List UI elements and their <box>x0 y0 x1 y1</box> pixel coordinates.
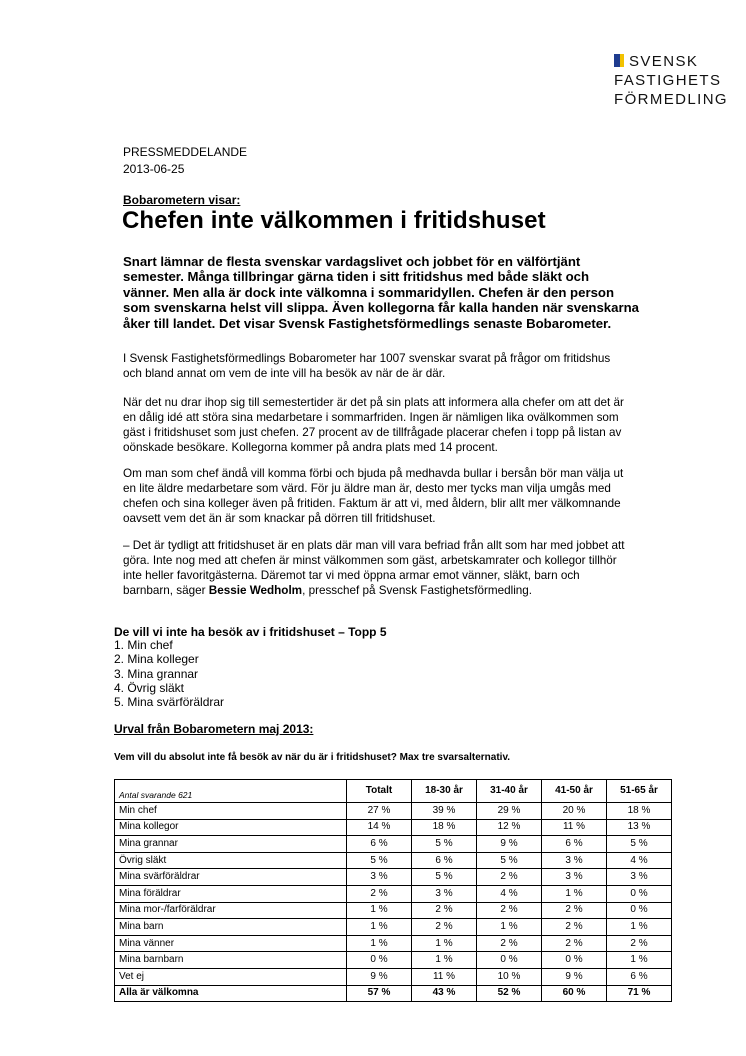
kicker: Bobarometern visar: <box>123 193 241 207</box>
table-cell: 14 % <box>347 819 412 836</box>
table-cell: 1 % <box>477 919 542 936</box>
table-cell: 2 % <box>477 902 542 919</box>
table-cell: 71 % <box>607 985 672 1002</box>
table-cell: 0 % <box>607 885 672 902</box>
table-cell: 12 % <box>477 819 542 836</box>
table-cell: 9 % <box>542 968 607 985</box>
table-cell: 60 % <box>542 985 607 1002</box>
table-cell: 6 % <box>347 836 412 853</box>
table-cell: 1 % <box>412 935 477 952</box>
row-label: Min chef <box>115 803 347 820</box>
table-cell: 10 % <box>477 968 542 985</box>
table-row <box>115 852 672 869</box>
swedish-flag-icon <box>614 54 624 67</box>
table-row <box>115 968 672 985</box>
table-cell: 11 % <box>412 968 477 985</box>
row-label: Mina mor-/farföräldrar <box>115 902 347 919</box>
table-cell: 11 % <box>542 819 607 836</box>
table-row <box>115 803 672 820</box>
table-cell: 0 % <box>607 902 672 919</box>
survey-question: Vem vill du absolut inte få besök av när du är i fritidshuset? Max tre svarsalternativ. <box>114 752 511 763</box>
column-header: 51-65 år <box>607 780 672 803</box>
column-header: Totalt <box>347 780 412 803</box>
table-cell: 6 % <box>542 836 607 853</box>
table-cell: 0 % <box>347 952 412 969</box>
table-cell: 18 % <box>607 803 672 820</box>
table-row <box>115 902 672 919</box>
list-item: 4. Övrig släkt <box>114 680 185 695</box>
row-label: Mina svärföräldrar <box>115 869 347 886</box>
list-item: 3. Mina grannar <box>114 666 199 681</box>
table-cell: 2 % <box>412 919 477 936</box>
table-cell: 0 % <box>542 952 607 969</box>
doc-type: PRESSMEDDELANDE <box>123 145 248 159</box>
table-cell: 29 % <box>477 803 542 820</box>
table-cell: 1 % <box>347 902 412 919</box>
table-cell: 9 % <box>347 968 412 985</box>
table-row <box>115 885 672 902</box>
table-cell: 2 % <box>477 935 542 952</box>
table-row <box>115 819 672 836</box>
table-cell: 2 % <box>347 885 412 902</box>
paragraph-4-quote: – Det är tydligt att fritidshuset är en plats där man vill vara befriad från allt som har med jobbet att göra. Inte nog med att chefen är minst välkommen som gäst, arbetskamrater och kollegor tillhör inte heller favoritgästerna. Däremot tar vi med öppna armar emot vänner, släkt, barn och barnbarn, säger Bessie Wedholm, presschef på Svensk Fastighetsförmedling. <box>123 539 625 597</box>
table-cell: 57 % <box>347 985 412 1002</box>
table-cell: 27 % <box>347 803 412 820</box>
spokesperson-name: Bessie Wedholm <box>208 584 303 597</box>
table-cell: 5 % <box>412 836 477 853</box>
row-label: Mina kollegor <box>115 819 347 836</box>
table-row <box>115 952 672 969</box>
column-header: 31-40 år <box>477 780 542 803</box>
table-cell: 2 % <box>542 902 607 919</box>
table-cell: 1 % <box>607 952 672 969</box>
row-label: Mina vänner <box>115 935 347 952</box>
release-date: 2013-06-25 <box>123 162 185 176</box>
table-cell: 3 % <box>542 852 607 869</box>
table-cell: 5 % <box>607 836 672 853</box>
survey-title: Urval från Bobarometern maj 2013: <box>114 722 314 736</box>
table-cell: 1 % <box>607 919 672 936</box>
table-row <box>115 869 672 886</box>
table-cell: 4 % <box>607 852 672 869</box>
top5-list <box>114 638 224 709</box>
paragraph-3: Om man som chef ändå vill komma förbi och bjuda på medhavda bullar i bersån bör man välja ut en lite äldre medarbetare som värd. För ju äldre man är, desto mer tycks man vilja umgås med chefen och sina kolleger även på fritiden. Faktum är att vi, med åldern, blir allt mer välkomnande oavsett vem det än är som knackar på dörren till fritidshuset. <box>123 467 624 525</box>
table-cell: 13 % <box>607 819 672 836</box>
logo-line-1: SVENSK <box>614 52 714 71</box>
table-cell: 20 % <box>542 803 607 820</box>
survey-table <box>114 779 672 1002</box>
company-logo <box>614 52 729 109</box>
table-row <box>115 836 672 853</box>
list-item: 5. Mina svärföräldrar <box>114 695 225 710</box>
table-cell: 52 % <box>477 985 542 1002</box>
table-cell: 5 % <box>477 852 542 869</box>
row-label: Mina barn <box>115 919 347 936</box>
table-cell: 1 % <box>412 952 477 969</box>
table-cell: 2 % <box>477 869 542 886</box>
table-cell: 3 % <box>607 869 672 886</box>
table-cell: 1 % <box>347 935 412 952</box>
row-label: Mina föräldrar <box>115 885 347 902</box>
column-header: 41-50 år <box>542 780 607 803</box>
paragraph-1: I Svensk Fastighetsförmedlings Bobarometer har 1007 svenskar svarat på frågor om fritidshus och bland annat om vem de inte vill ha besök av när de är där. <box>123 352 611 380</box>
table-cell: 9 % <box>477 836 542 853</box>
table-cell: 5 % <box>347 852 412 869</box>
table-cell: 4 % <box>477 885 542 902</box>
table-row <box>115 935 672 952</box>
table-row <box>115 919 672 936</box>
row-label: Alla är välkomna <box>115 985 347 1002</box>
lead-paragraph: Snart lämnar de flesta svenskar vardagslivet och jobbet för en välförtjänt semester. Många tillbringar gärna tiden i sitt fritidshus med både släkt och vänner. Men alla är dock inte välkomna i sommaridyllen. Chefen är den person som svenskarna helst vill slippa. Även kollegorna får kalla handen när svenskarna åker till landet. Det visar Svensk Fastighetsförmedlings senaste Bobarometer. <box>123 254 639 331</box>
table-cell: 3 % <box>412 885 477 902</box>
table-cell: 43 % <box>412 985 477 1002</box>
row-label: Övrig släkt <box>115 852 347 869</box>
list-item: 1. Min chef <box>114 638 173 652</box>
logo-line-3: FÖRMEDLING <box>614 91 729 108</box>
table-cell: 6 % <box>412 852 477 869</box>
table-cell: 2 % <box>542 935 607 952</box>
row-label: Vet ej <box>115 968 347 985</box>
top5-heading: De vill vi inte ha besök av i fritidshuset – Topp 5 <box>114 625 387 639</box>
table-cell: 39 % <box>412 803 477 820</box>
table-cell: 2 % <box>607 935 672 952</box>
table-cell: 5 % <box>412 869 477 886</box>
total-row <box>115 985 672 1002</box>
table-cell: 6 % <box>607 968 672 985</box>
list-item: 2. Mina kolleger <box>114 652 199 667</box>
respondents-count: Antal svarande 621 <box>115 780 347 803</box>
table-cell: 3 % <box>542 869 607 886</box>
row-label: Mina barnbarn <box>115 952 347 969</box>
table-cell: 3 % <box>347 869 412 886</box>
table-header-row <box>115 780 672 803</box>
table-cell: 0 % <box>477 952 542 969</box>
table-cell: 18 % <box>412 819 477 836</box>
column-header: 18-30 år <box>412 780 477 803</box>
logo-line-2: FASTIGHETS <box>614 72 722 89</box>
table-cell: 1 % <box>347 919 412 936</box>
headline: Chefen inte välkommen i fritidshuset <box>122 207 546 234</box>
paragraph-2: När det nu drar ihop sig till semestertider är det på sin plats att informera alla chefer om att det är en dålig idé att störa sina medarbetare i sommarfriden. Ingen är nämligen lika ovälkommen som gäst i fritidshuset som just chefen. 27 procent av de tillfrågade placerar chefen i topp på listan av oönskade besökare. Kollegorna kommer på andra plats med 14 procent. <box>123 396 624 454</box>
row-label: Mina grannar <box>115 836 347 853</box>
table-cell: 2 % <box>542 919 607 936</box>
table-cell: 2 % <box>412 902 477 919</box>
table-cell: 1 % <box>542 885 607 902</box>
